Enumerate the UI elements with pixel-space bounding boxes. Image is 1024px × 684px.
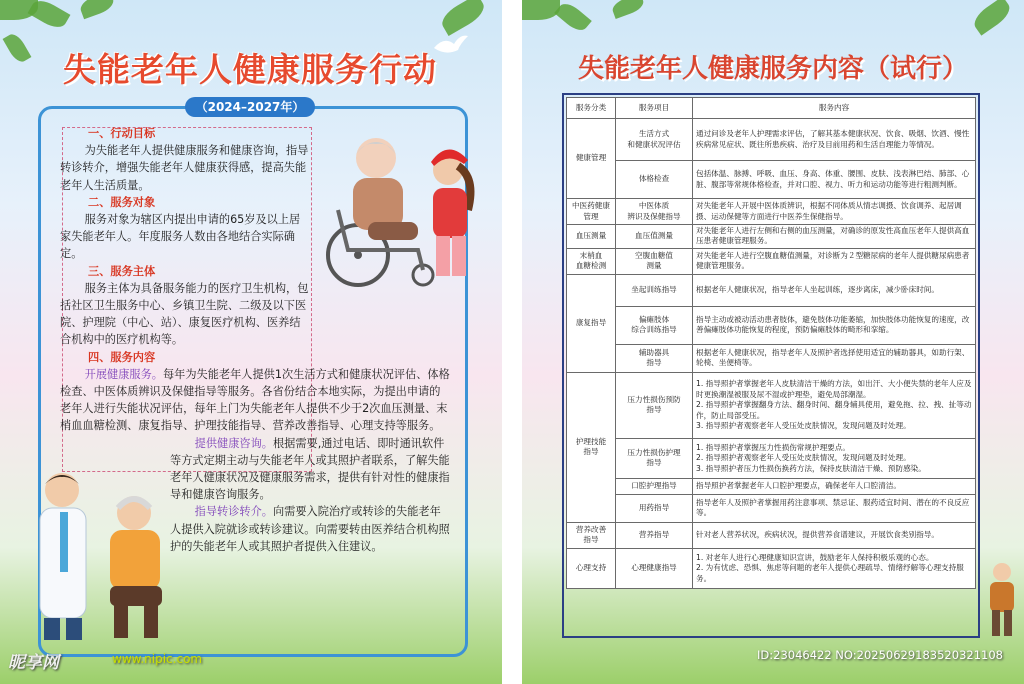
- table-body: [567, 119, 976, 589]
- category-cell: 心理支持: [567, 548, 616, 588]
- section-heading: 一、行动目标: [88, 127, 156, 140]
- table-row: [567, 119, 976, 161]
- section-text: 服务对象为辖区内提出申请的65岁及以上居家失能老年人。年度服务人数由各地结合实际确定。: [60, 213, 301, 261]
- table-row: [567, 225, 976, 249]
- watermark-url-prefix: www.: [112, 652, 145, 666]
- service-label: 提供健康咨询。: [194, 436, 273, 450]
- service-label: 指导转诊转介。: [194, 505, 273, 519]
- service-text: 每年为失能老年人提供1次生活方式和健康状况评估、体格检查、中医体质辨识及保健指导等服务。各省份结合本地实际，为提出申请的老年人进行失能状况评估，每年上门为失能老年人提供不少于2次血压测量、末梢血血糖检测、康复指导、护理技能指导、营养改善指导、心理支持等服务。: [60, 367, 450, 433]
- header-item: 服务项目: [616, 98, 693, 119]
- section-heading: 二、服务对象: [88, 195, 156, 209]
- section-heading: 三、服务主体: [88, 264, 156, 278]
- table-row: [567, 438, 976, 478]
- service-label: 开展健康服务。: [84, 367, 163, 381]
- watermark-id: ID:23046422 NO:20250629183520321108: [757, 648, 1003, 662]
- content-cell: 对失能老年人开展中医体质辨识，根据不同体质从情志调摄、饮食调养、起居调摄、运动保健等方面进行中医养生保健指导。: [693, 199, 976, 225]
- section-heading: 四、服务内容: [88, 350, 156, 364]
- item-cell: 压力性损伤预防 指导: [616, 372, 693, 438]
- leaf-decoration: [522, 0, 560, 20]
- content-cell: 针对老人营养状况，疾病状况，提供营养食谱建议，开展饮食类别指导。: [693, 522, 976, 548]
- table-row: [567, 274, 976, 306]
- item-cell: 口腔护理指导: [616, 478, 693, 494]
- wheelchair-illustration: [318, 130, 488, 290]
- table-row: [567, 494, 976, 522]
- item-cell: 坐起训练指导: [616, 274, 693, 306]
- poster-title: 失能老年人健康服务行动: [63, 50, 437, 89]
- header-category: 服务分类: [567, 98, 616, 119]
- item-cell: 体格检查: [616, 161, 693, 199]
- header-content: 服务内容: [693, 98, 976, 119]
- item-cell: 血压值测量: [616, 225, 693, 249]
- content-cell: 1. 指导照护者掌握老年人皮肤清洁干燥的方法，如出汗、大小便失禁的老年人应及时更换潮湿被服及尿不湿或护理垫，避免局部潮湿。 2. 指导照护者掌握翻身方法、翻身时间、翻身辅具使用，避免拖、拉、拽、扯等动作，防止局部受压。 3. 指导照护者观察老年人受压处皮肤情况，发现问题及时处理。: [693, 372, 976, 438]
- item-cell: 心理健康指导: [616, 548, 693, 588]
- table-row: [567, 344, 976, 372]
- elderly-man-illustration: [982, 560, 1022, 640]
- table-row: [567, 199, 976, 225]
- item-cell: 偏瘫肢体 综合训练指导: [616, 306, 693, 344]
- item-cell: 空腹血糖值 测量: [616, 248, 693, 274]
- item-cell: 生活方式 和健康状况评估: [616, 119, 693, 161]
- category-cell: 护理技能 指导: [567, 372, 616, 522]
- watermark-url: [112, 652, 202, 666]
- content-cell: 包括体温、脉搏、呼吸、血压、身高、体重、腰围、皮肤、浅表淋巴结、肺部、心脏、腹部等常规体格检查，并对口腔、视力、听力和运动功能等进行粗测判断。: [693, 161, 976, 199]
- content-cell: 根据老年人健康状况，指导老年人及照护者选择使用适宜的辅助器具，如助行架、轮椅、坐便椅等。: [693, 344, 976, 372]
- leaf-decoration: [28, 0, 71, 32]
- category-cell: 营养改善 指导: [567, 522, 616, 548]
- table-header-row: [567, 98, 976, 119]
- content-cell: 指导主动或被动活动患者肢体，避免肢体功能萎缩，加快肢体功能恢复的速度，改善偏瘫肢体功能恢复的程度，预防偏瘫肢体的畸形和挛缩。: [693, 306, 976, 344]
- table-row: [567, 372, 976, 438]
- item-cell: 压力性损伤护理 指导: [616, 438, 693, 478]
- left-poster: [0, 0, 502, 684]
- service-item: [60, 366, 450, 435]
- year-range-badge: （2024–2027年）: [185, 97, 315, 117]
- service-text: 向需要入院治疗或转诊的失能老年人提供入院就诊或转诊建议。向需要转由医养结合机构照护的失能老年人或其照护者提供入住建议。: [170, 505, 450, 553]
- category-cell: 健康管理: [567, 119, 616, 199]
- doctor-illustration: [10, 468, 180, 643]
- watermark-url-mid: nipic: [144, 652, 173, 666]
- category-cell: 中医药健康管理: [567, 199, 616, 225]
- service-content-table: [566, 97, 976, 589]
- content-cell: 1. 对老年人进行心理健康知识宣讲，鼓励老年人保持积极乐观的心态。 2. 为有忧虑、恐惧、焦虑等问题的老年人提供心理疏导、情绪纾解等心理支持服务。: [693, 548, 976, 588]
- watermark-logo: 昵享网: [8, 653, 59, 673]
- content-cell: 指导老年人及照护者掌握用药注意事项、禁忌证、服药适宜时间、潜在的不良反应等。: [693, 494, 976, 522]
- table-row: [567, 522, 976, 548]
- item-cell: 中医体质 辨识及保健指导: [616, 199, 693, 225]
- table-title: 失能老年人健康服务内容（试行）: [577, 54, 968, 84]
- item-cell: 营养指导: [616, 522, 693, 548]
- category-cell: 血压测量: [567, 225, 616, 249]
- category-cell: 康复指导: [567, 274, 616, 372]
- leaf-decoration: [970, 0, 1014, 36]
- category-cell: 末梢血 血糖检测: [567, 248, 616, 274]
- content-cell: 通过问诊及老年人护理需求评估，了解其基本健康状况、饮食、吸烟、饮酒、慢性疾病常见症状、既往所患疾病、治疗及目前用药和生活自理能力等情况。: [693, 119, 976, 161]
- content-cell: 根据老年人健康状况，指导老年人坐起训练，逐步离床，减少卧床时间。: [693, 274, 976, 306]
- dove-icon: [430, 30, 470, 60]
- content-cell: 对失能老年人进行空腹血糖值测量，对诊断为２型糖尿病的老年人提供糖尿病患者健康管理服务。: [693, 248, 976, 274]
- content-cell: 对失能老年人进行左侧和右侧的血压测量，对确诊的原发性高血压老年人提供高血压患者健康管理服务。: [693, 225, 976, 249]
- service-text: 根据需要,通过电话、即时通讯软件等方式定期主动与失能老年人或其照护者联系，了解失能老年人健康状况及健康服务需求，提供有针对性的健康指导和健康咨询服务。: [170, 436, 450, 502]
- content-cell: 1. 指导照护者掌握压力性损伤常规护理要点。 2. 指导照护者观察老年人受压处皮肤情况，发现问题及时处理。 3. 指导照护者压力性损伤换药方法，保持皮肤清洁干燥、预防感染。: [693, 438, 976, 478]
- leaf-decoration: [610, 0, 646, 19]
- leaf-decoration: [78, 0, 116, 19]
- section-text: 服务主体为具备服务能力的医疗卫生机构，包括社区卫生服务中心、乡镇卫生院、二级及以下医院、护理院（中心、站）、康复医疗机构、医养结合机构中的医疗机构等。: [60, 281, 309, 347]
- item-cell: 辅助器具 指导: [616, 344, 693, 372]
- table-row: [567, 248, 976, 274]
- leaf-decoration: [554, 0, 592, 35]
- watermark-url-suffix: .com: [172, 652, 203, 666]
- content-cell: 指导照护者掌握老年人口腔护理要点，确保老年人口腔清洁。: [693, 478, 976, 494]
- table-row: [567, 161, 976, 199]
- table-row: [567, 548, 976, 588]
- section-text: 为失能老年人提供健康服务和健康咨询，指导转诊转介，增强失能老年人健康获得感，提高失能老年人生活质量。: [60, 144, 309, 192]
- table-row: [567, 306, 976, 344]
- right-poster: [522, 0, 1024, 684]
- table-row: [567, 478, 976, 494]
- item-cell: 用药指导: [616, 494, 693, 522]
